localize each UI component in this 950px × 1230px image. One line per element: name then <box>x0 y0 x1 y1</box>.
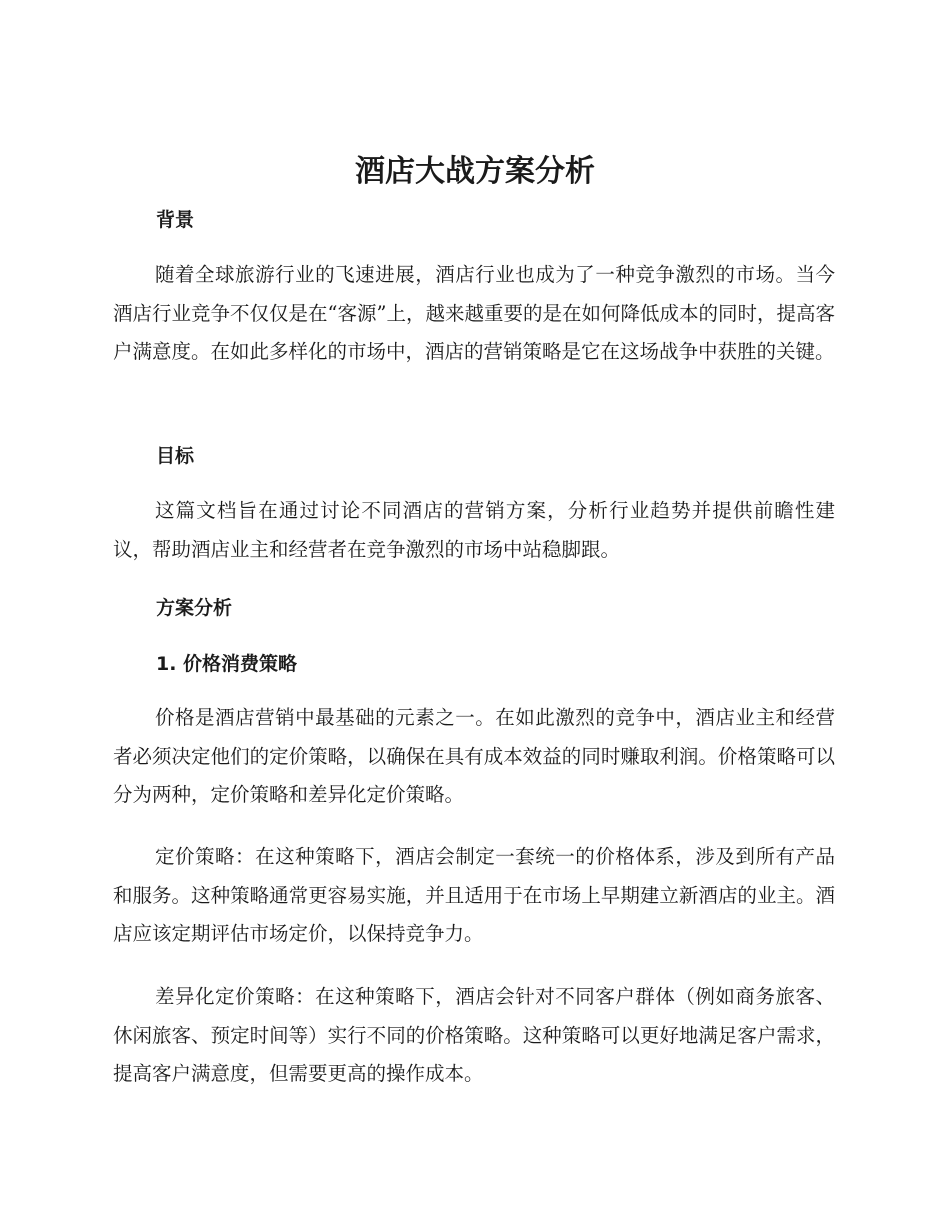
paragraph-background: 随着全球旅游行业的飞速进展，酒店行业也成为了一种竞争激烈的市场。当今酒店行业竞争不仅仅是在“客源”上，越来越重要的是在如何降低成本的同时，提高客户满意度。在如此多样化的市场中，酒店的营销策略是它在这场战争中获胜的关键。 <box>113 263 835 363</box>
section-heading-analysis: 方案分析 <box>156 597 233 619</box>
paragraph-price-intro: 价格是酒店营销中最基础的元素之一。在如此激烈的竞争中，酒店业主和经营者必须决定他们的定价策略，以确保在具有成本效益的同时赚取利润。价格策略可以分为两种，定价策略和差异化定价策略。 <box>113 706 835 806</box>
document-title: 酒店大战方案分析 <box>355 154 595 189</box>
subsection-heading-price: 1. 价格消费策略 <box>156 653 298 675</box>
paragraph-goal: 这篇文档旨在通过讨论不同酒店的营销方案，分析行业趋势并提供前瞻性建议，帮助酒店业主和经营者在竞争激烈的市场中站稳脚跟。 <box>113 499 835 561</box>
section-heading-background: 背景 <box>156 209 195 231</box>
paragraph-diff-pricing: 差异化定价策略：在这种策略下，酒店会针对不同客户群体（例如商务旅客、休闲旅客、预定时间等）实行不同的价格策略。这种策略可以更好地满足客户需求，提高客户满意度，但需要更高的操作成本。 <box>113 985 835 1085</box>
section-heading-goal: 目标 <box>156 445 195 467</box>
paragraph-fixed-pricing: 定价策略：在这种策略下，酒店会制定一套统一的价格体系，涉及到所有产品和服务。这种策略通常更容易实施，并且适用于在市场上早期建立新酒店的业主。酒店应该定期评估市场定价，以保持竞争力。 <box>113 845 835 945</box>
